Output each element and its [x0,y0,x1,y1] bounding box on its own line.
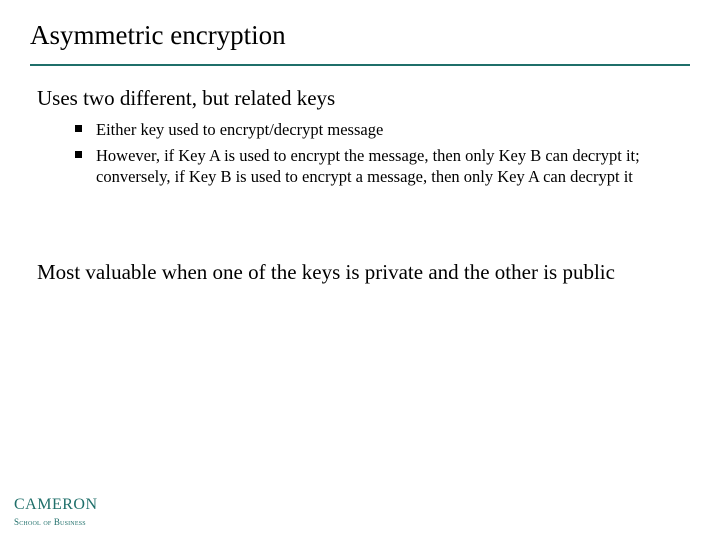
sub-bullet-text: Either key used to encrypt/decrypt message [96,120,384,139]
sub-bullet-item [75,145,680,187]
slide-title: Asymmetric encryption [30,20,286,50]
sub-bullet-text: However, if Key A is used to encrypt the message, then only Key B can decrypt it; conversely, if Key B is used to encrypt a message, then only Key A can decrypt it [96,146,640,186]
logo-subtitle: School of Business [14,517,86,527]
square-bullet-icon [75,125,82,132]
sub-bullet-list [75,119,680,187]
cameron-logo [14,496,104,530]
bullet-item: Most valuable when one of the keys is private and the other is public [37,260,615,284]
sub-bullet-item [75,119,680,140]
logo-wordmark: CAMERON [14,496,98,513]
bullet-item: Uses two different, but related keys [37,86,336,110]
square-bullet-icon [75,151,82,158]
title-divider [30,64,690,66]
